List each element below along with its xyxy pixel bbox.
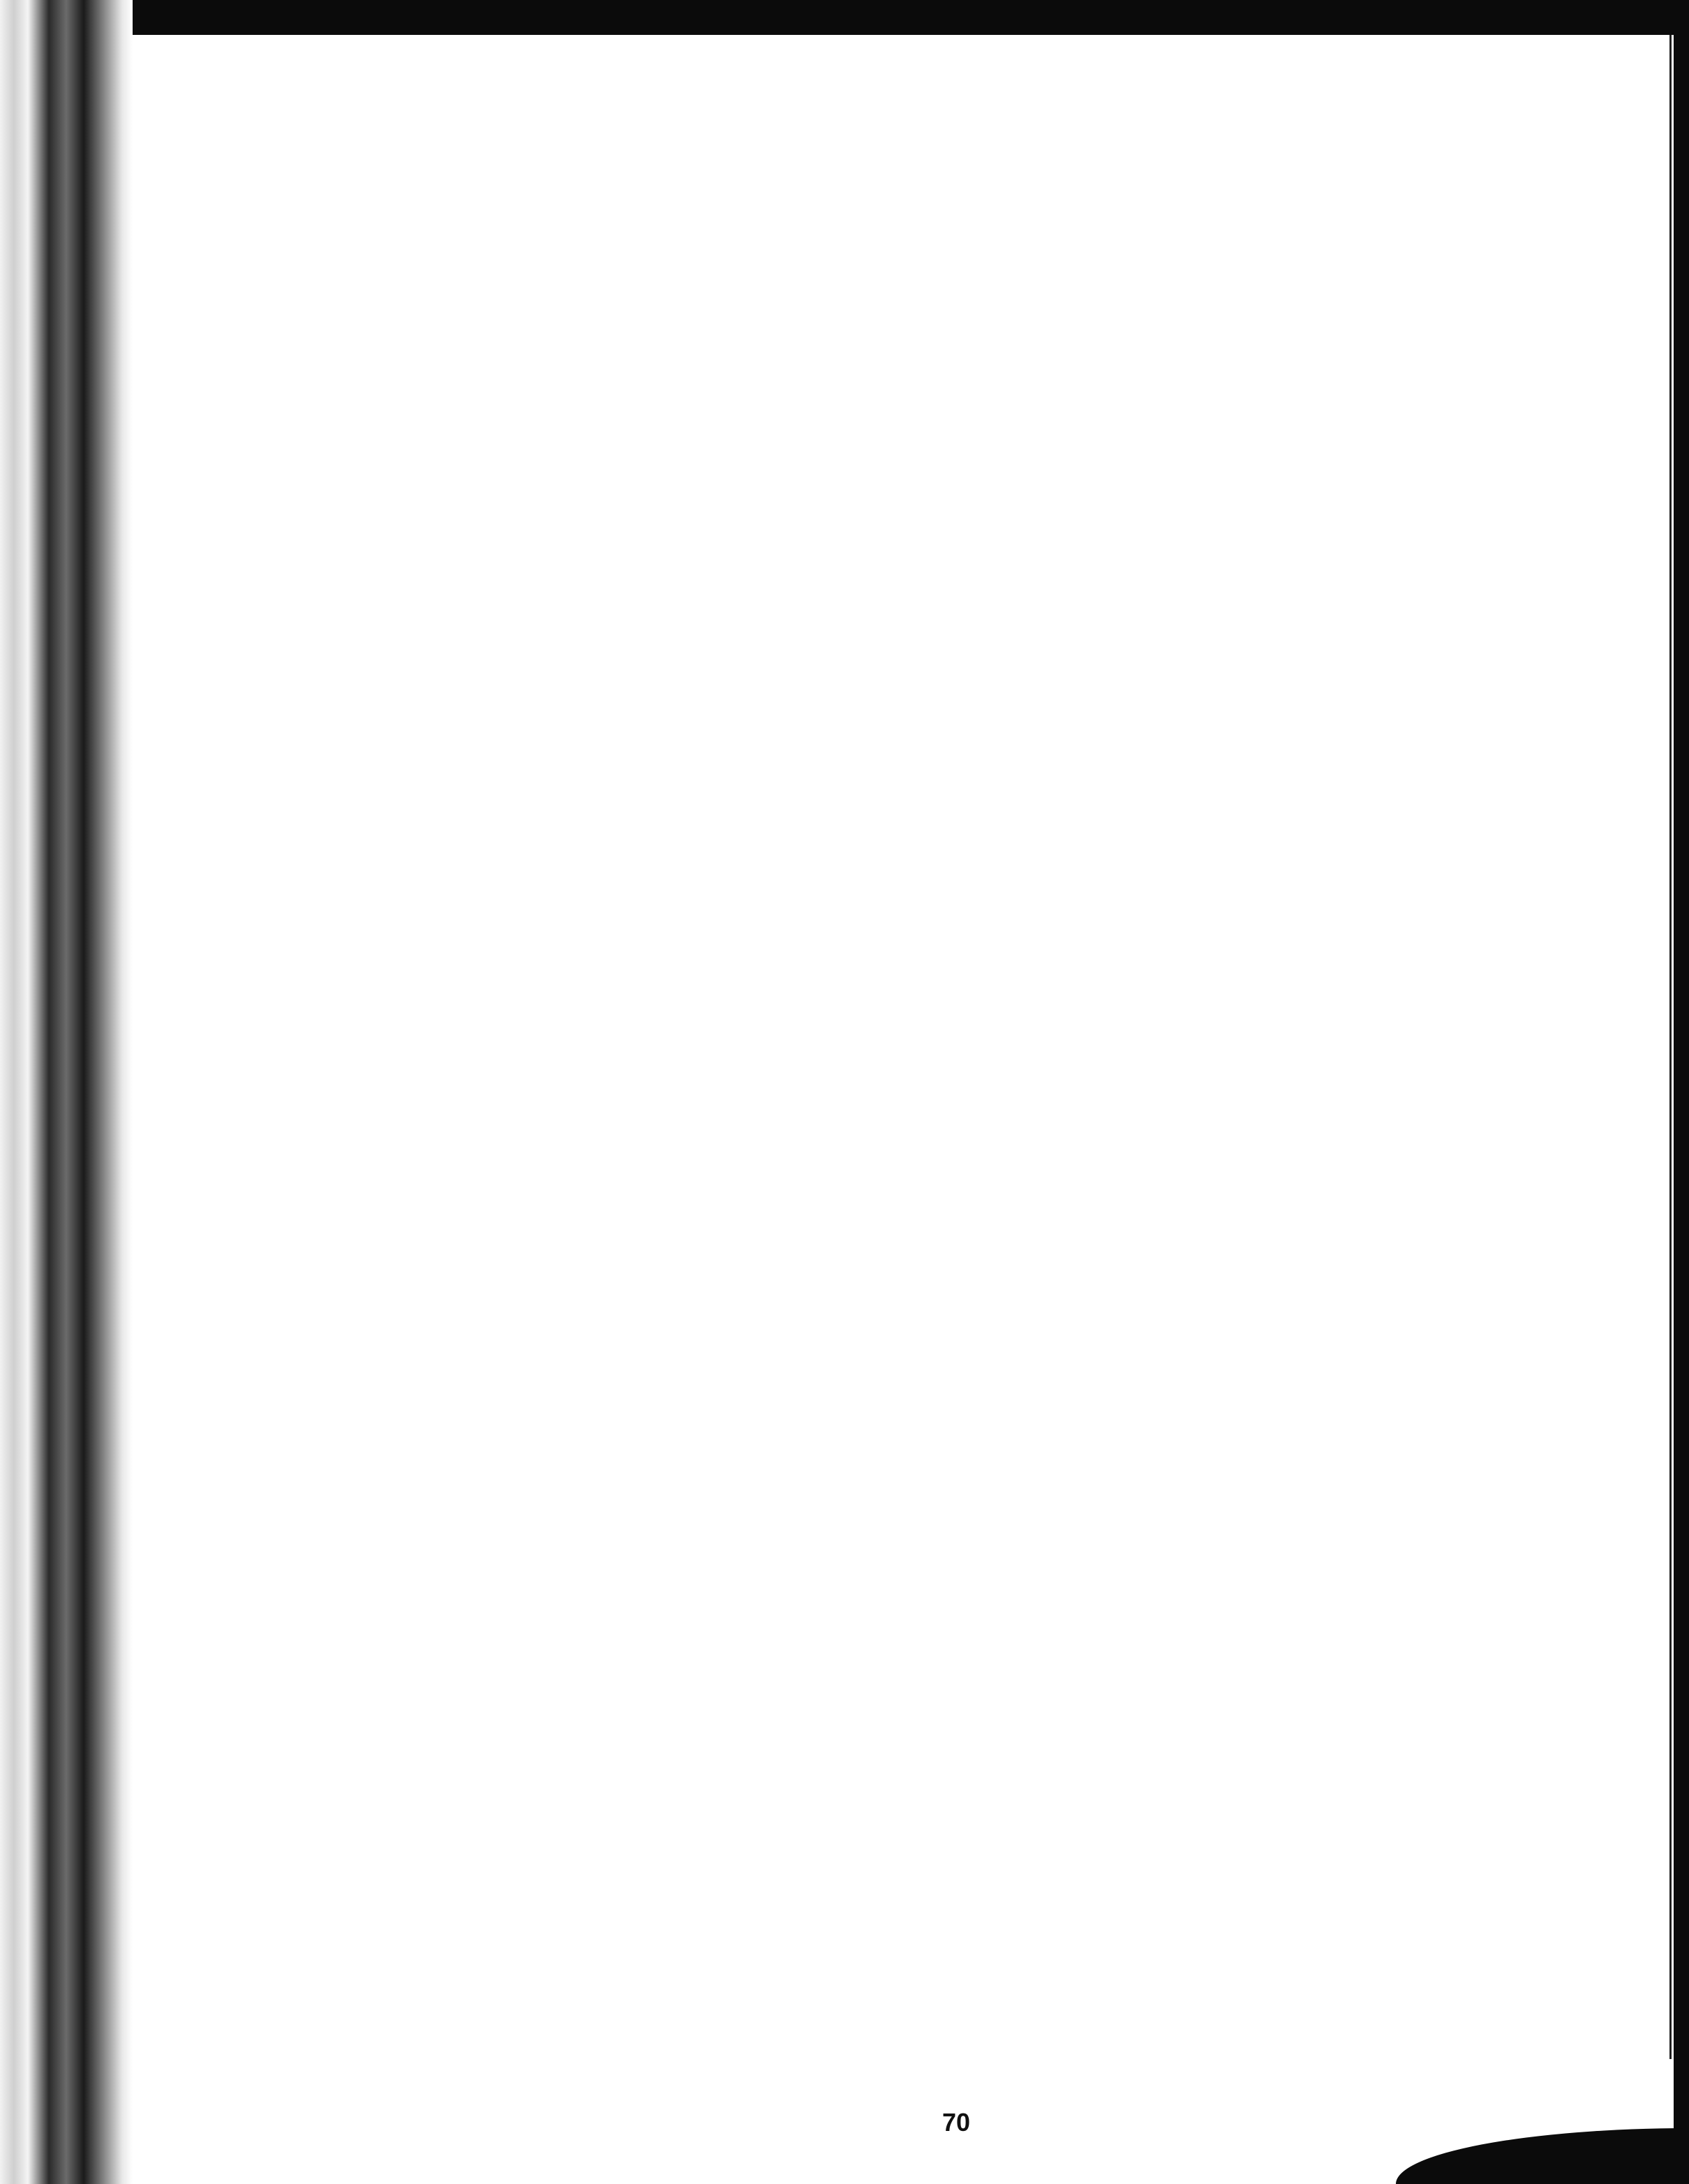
scan-page-curl [1396, 2128, 1689, 2184]
scan-top-edge [0, 0, 1689, 35]
page-number: 70 [942, 2108, 971, 2137]
scan-right-edge [1674, 35, 1689, 2184]
adjacent-page-edge [1669, 35, 1676, 2059]
scan-left-binding [0, 0, 133, 2184]
